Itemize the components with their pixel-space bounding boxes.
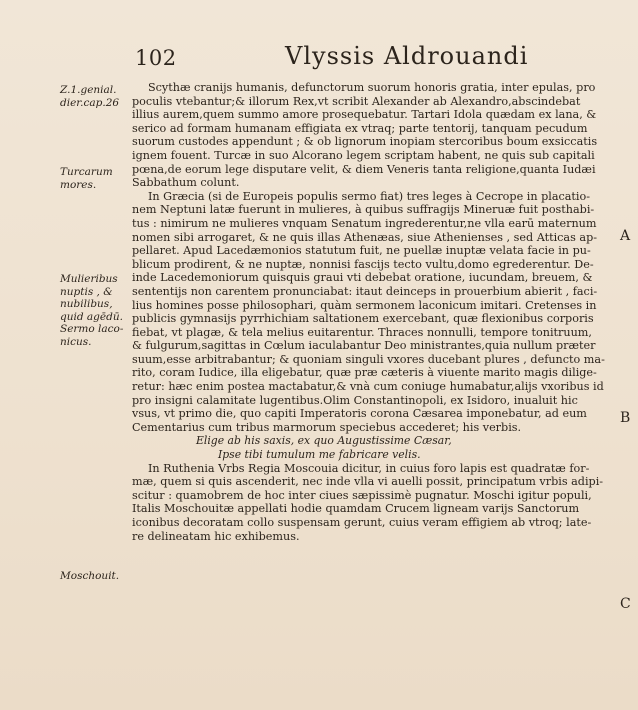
text-line: retur: hæc enim postea mactabatur,& vnà cum coniuge humabatur,alijs vxoribus id — [132, 380, 604, 394]
section-letter-b: B — [620, 410, 631, 426]
text-line: Sabbathum colunt. — [132, 176, 240, 190]
page-number: 102 — [135, 46, 177, 70]
margin-note-turcarum: Turcarum mores. — [60, 166, 113, 191]
text-line: scitur : quamobrem de hoc inter ciues sæpissimè pugnatur. Moschi igitur populi, — [132, 488, 592, 502]
text-line: inde Lacedemoniorum quisquis graui vti debebat oratione, iucundam, breuem, & — [132, 271, 593, 285]
text-line: illius aurem,quem summo amore prosequebatur. Tartari Idola quædam ex lana, & — [132, 108, 597, 122]
text-line: publicis gymnasijs pyrrhichiam saltationem exercebant, quæ flexionibus corporis — [132, 312, 594, 326]
text-line: ignem fouent. Turcæ in suo Alcorano legem scriptam habent, ne quis sub capitali — [132, 148, 595, 162]
text-line: In Græcia (si de Europeis populis sermo fiat) tres leges à Cecrope in placatio- — [148, 189, 591, 203]
text-line: tus : nimirum ne mulieres vnquam Senatum ingrederentur,ne vlla earū maternum — [132, 216, 597, 230]
text-line: Cementarius cum tribus marmorum speciebus accederet; his verbis. — [132, 420, 522, 434]
verse-line: Ipse tibi tumulum me fabricare velis. — [218, 448, 421, 462]
text-line: blicum prodirent, & ne nuptæ, nonnisi fascijs tecto vultu,domo egrederentur. De- — [132, 257, 594, 271]
text-line: suorum custodes appendunt ; & ob lignorum inopiam stercoribus boum exsiccatis — [132, 135, 598, 149]
text-line: & fulgurum,sagittas in Cœlum iaculabantur Deo ministrantes,quia nullum præter — [132, 339, 596, 353]
text-line: Scythæ cranijs humanis, defunctorum suorum honoris gratia, inter epulas, pro — [148, 81, 596, 94]
text-line: poculis vtebantur;& illorum Rex,vt scribit Alexander ab Alexandro,abscindebat — [132, 94, 581, 108]
text-line: Italis Moschouitæ appellati hodie quamdam Crucem ligneam varijs Sanctorum — [132, 502, 580, 516]
text-line: sententijs non carentem pronunciabat: itaut deinceps in prouerbium abierit , faci- — [132, 284, 598, 298]
text-line: iconibus decoratam collo suspensam gerunt, cuius veram effigiem ab vtroq; late- — [132, 516, 592, 529]
text-line: nem Neptuni latæ fuerunt in mulieres, à quibus suffragijs Mineruæ fuit posthabi- — [132, 203, 595, 217]
main-text — [132, 81, 614, 543]
margin-note-alexander: Z.1.genial. dier.cap.26 — [60, 84, 120, 109]
text-line: mæ, quem si quis ascenderit, nec inde vlla vi auelli possit, principatum vrbis adipi- — [132, 475, 604, 489]
text-line: serico ad formam humanam effigiata ex vtraq; parte tentorij, tanquam pecudum — [132, 121, 588, 135]
text-line: suum,esse arbitrabantur; & quoniam singuli vxores ducebant plures , defuncto ma- — [132, 352, 605, 366]
text-line: fiebat, vt plagæ, & tela melius euitarentur. Thraces nonnulli, tempore tonitruum, — [132, 325, 592, 339]
margin-note-moschouit: Moschouit. — [60, 570, 120, 582]
text-line: rito, coram Iudice, illa eligebatur, quæ præ cæteris à viuente marito magis dilige- — [132, 366, 597, 380]
section-letter-a: A — [620, 228, 631, 244]
text-line: pro insigni calamitate lugentibus.Olim Constantinopoli, ex Isidoro, inualuit hic — [132, 393, 578, 407]
text-line: re delineatam hic exhibemus. — [132, 529, 300, 543]
text-line: In Ruthenia Vrbs Regia Moscouia dicitur, in cuius foro lapis est quadratæ for- — [148, 461, 590, 475]
text-line: pellaret. Apud Lacedæmonios statutum fuit, ne puellæ inuptæ velata facie in pu- — [132, 244, 591, 258]
text-line: vsus, vt primo die, quo capiti Imperatoris corona Cæsarea imponebatur, ad eum — [132, 407, 587, 421]
margin-note-mulieribus: Mulieribus nuptis , & nubilibus, quid agēdū. Sermo laco- nicus. — [60, 273, 124, 348]
section-letter-c: C — [620, 596, 631, 612]
text-line: lius homines posse philosophari, quàm sermonem laconicum imitari. Cretenses in — [132, 298, 597, 312]
text-line: nomen sibi arrogaret, & ne quis illas Athenæas, siue Athenienses , sed Atticas ap- — [132, 230, 598, 244]
text-line: pœna,de eorum lege disputare velit, & diem Veneris tanta religione,quanta Iudæi — [132, 162, 596, 176]
verse-line: Elige ab his saxis, ex quo Augustissime Cæsar, — [196, 434, 452, 448]
running-head: Vlyssis Aldrouandi — [285, 42, 529, 70]
